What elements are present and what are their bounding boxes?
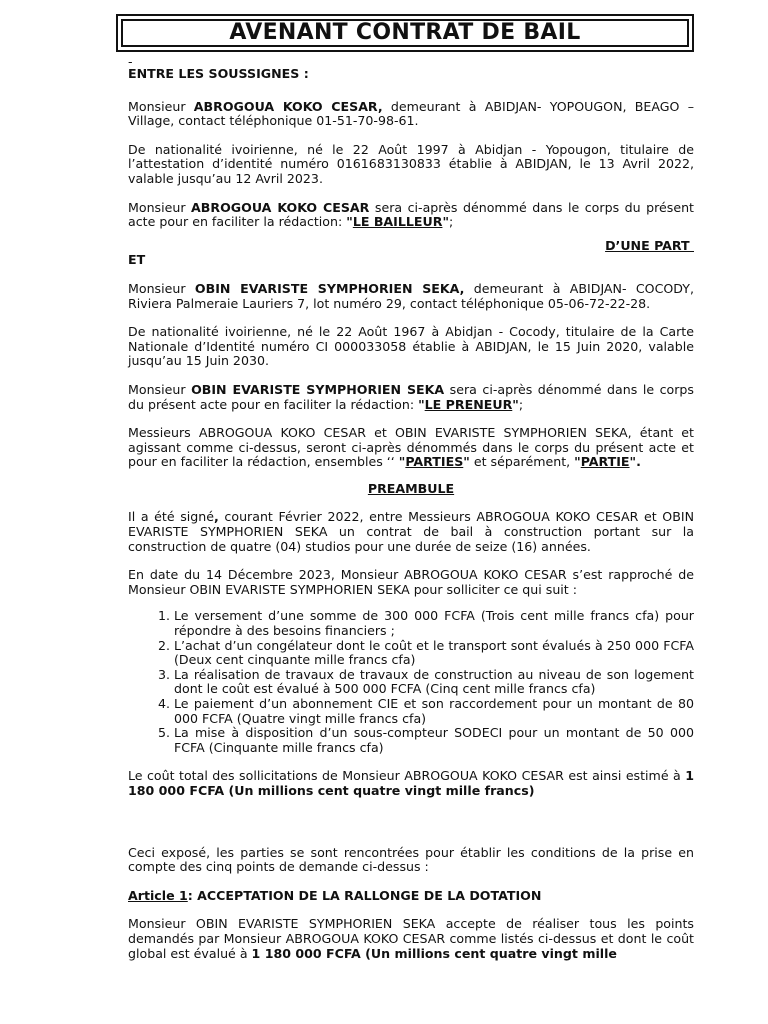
paragraph-bailleur-nationality: De nationalité ivoirienne, né le 22 Août 1997 à Abidjan - Yopougon, titulaire de l’attestation d’identité numéro 0161683130833 établie à ABIDJAN, le 13 Avril 2022, valable jusqu’au 12 Avril 2023. [128, 141, 694, 186]
request-list [128, 609, 694, 755]
et-label: ET [128, 252, 146, 268]
paragraph-preneur-designation: Monsieur OBIN EVARISTE SYMPHORIEN SEKA sera ci-après dénommé dans le corps du présent acte pour en faciliter la rédaction: "LE PRENEUR"; [128, 381, 694, 412]
document-body [128, 56, 694, 961]
paragraph-article-1: Monsieur OBIN EVARISTE SYMPHORIEN SEKA accepte de réaliser tous les points demandés par Monsieur ABROGOUA KOKO CESAR comme listés ci-dessus et dont le coût global est évalué à 1 180 000 FCFA (Un millions cent quatre vingt mille [128, 916, 694, 961]
preambule-heading: PREAMBULE [367, 480, 455, 496]
title-frame [116, 14, 694, 52]
dash-mark: - [128, 54, 133, 69]
list-item: 4. Le paiement d’un abonnement CIE et son raccordement pour un montant de 80 000 FCFA (Quatre vingt mille francs cfa) [174, 697, 694, 726]
paragraph-bailleur-identity: Monsieur ABROGOUA KOKO CESAR, demeurant à ABIDJAN- YOPOUGON, BEAGO – Village, contact téléphonique 01-51-70-98-61. [128, 98, 694, 129]
paragraph-contract-history: Il a été signé, courant Février 2022, entre Messieurs ABROGOUA KOKO CESAR et OBIN EVARISTE SYMPHORIEN SEKA un contrat de bail à construction portant sur la construction de quatre (04) studios pour une durée de seize (16) années. [128, 509, 694, 554]
page-title: AVENANT CONTRAT DE BAIL [121, 19, 689, 47]
paragraph-request-intro: En date du 14 Décembre 2023, Monsieur ABROGOUA KOKO CESAR s’est rapproché de Monsieur OBIN EVARISTE SYMPHORIEN SEKA pour solliciter ce qui suit : [128, 567, 694, 597]
entre-heading: ENTRE LES SOUSSIGNES : [128, 66, 309, 81]
paragraph-total-cost: Le coût total des sollicitations de Monsieur ABROGOUA KOKO CESAR est ainsi estimé à 1 180 000 FCFA (Un millions cent quatre vingt mille francs) [128, 768, 694, 798]
list-item: 3. La réalisation de travaux de travaux de construction au niveau de son logement dont le coût est évalué à 500 000 FCFA (Cinq cent mille francs cfa) [174, 668, 694, 697]
article-1-heading: Article 1: ACCEPTATION DE LA RALLONGE DE LA DOTATION [128, 887, 542, 903]
list-item: 1. Le versement d’une somme de 300 000 FCFA (Trois cent mille francs cfa) pour répondre à des besoins financiers ; [174, 609, 694, 638]
paragraph-parties: Messieurs ABROGOUA KOKO CESAR et OBIN EVARISTE SYMPHORIEN SEKA, étant et agissant comme ci-dessus, seront ci-après dénommés dans le corps du présent acte et pour en faciliter la rédaction, ensembles ‘‘ "PARTIES" et séparément, "PARTIE". [128, 425, 694, 470]
list-item: 2. L’achat d’un congélateur dont le coût et le transport sont évalués à 250 000 FCFA (Deux cent cinquante mille francs cfa) [174, 639, 694, 668]
paragraph-preneur-nationality: De nationalité ivoirienne, né le 22 Août 1967 à Abidjan - Cocody, titulaire de la Carte Nationale d’Identité numéro CI 000033058 établie à ABIDJAN, le 15 Juin 2020, valable jusqu’au 15 Juin 2030. [128, 324, 694, 369]
paragraph-expose: Ceci exposé, les parties se sont rencontrées pour établir les conditions de la prise en compte des cinq points de demande ci-dessus : [128, 844, 694, 875]
paragraph-bailleur-designation: Monsieur ABROGOUA KOKO CESAR sera ci-après dénommé dans le corps du présent acte pour en faciliter la rédaction: "LE BAILLEUR"; [128, 199, 694, 230]
une-part-label: D’UNE PART [605, 237, 694, 253]
list-item: 5. La mise à disposition d’un sous-compteur SODECI pour un montant de 50 000 FCFA (Cinquante mille francs cfa) [174, 726, 694, 755]
paragraph-preneur-identity: Monsieur OBIN EVARISTE SYMPHORIEN SEKA, demeurant à ABIDJAN- COCODY, Riviera Palmeraie Lauriers 7, lot numéro 29, contact téléphonique 05-06-72-22-28. [128, 280, 694, 311]
